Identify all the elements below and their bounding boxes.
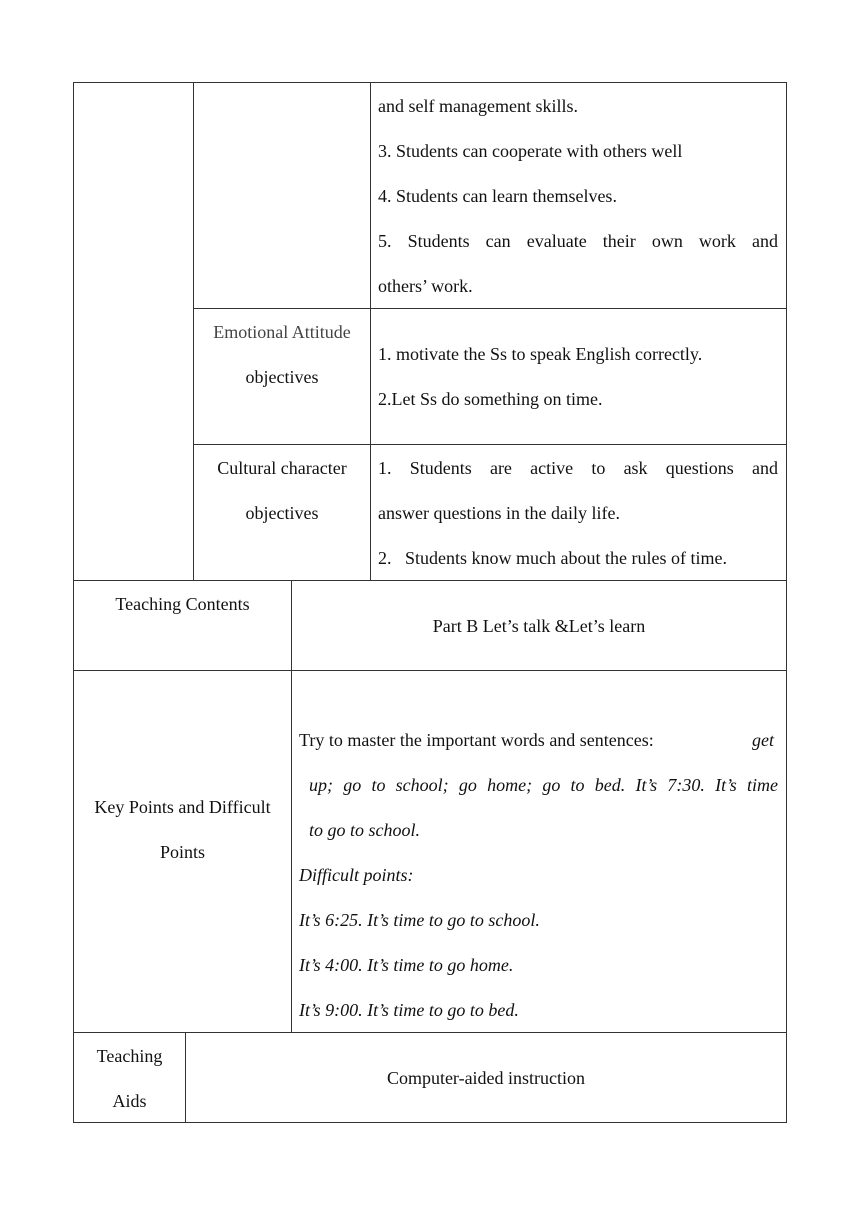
cultural-line-1: 1. Students are active to ask questions and [378, 458, 778, 478]
table-border-right [786, 82, 787, 1123]
teaching-contents-label: Teaching Contents [115, 594, 250, 614]
cultural-label-line1: Cultural character [217, 458, 347, 478]
key-points-label-line2: Points [159, 842, 206, 862]
key-points-intro-italic: get [752, 730, 774, 750]
teaching-aids-value: Computer-aided instruction [386, 1068, 586, 1088]
difficult-points-heading: Difficult points: [299, 865, 414, 885]
table-border-bottom [73, 1122, 787, 1123]
cultural-line-3: 2. Students know much about the rules of time. [378, 548, 727, 568]
table-rule-contents-col [291, 580, 292, 1032]
ability-line-2: 3. Students can cooperate with others well [378, 141, 683, 161]
ability-line-1: and self management skills. [378, 96, 578, 116]
table-border-top [73, 82, 787, 83]
table-rule-contents-bottom [73, 670, 787, 671]
teaching-contents-value: Part B Let’s talk &Let’s learn [432, 616, 646, 636]
difficult-point-2: It’s 4:00. It’s time to go home. [299, 955, 514, 975]
emotional-line-2: 2.Let Ss do something on time. [378, 389, 603, 409]
cultural-label-line2: objectives [245, 503, 319, 523]
ability-line-3: 4. Students can learn themselves. [378, 186, 617, 206]
table-rule-objectives-bottom [73, 580, 787, 581]
difficult-point-3: It’s 9:00. It’s time to go to bed. [299, 1000, 519, 1020]
key-points-intro: Try to master the important words and sentences: [299, 730, 654, 750]
emotional-line-1: 1. motivate the Ss to speak English correctly. [378, 344, 703, 364]
ability-line-4: 5. Students can evaluate their own work and [378, 231, 778, 251]
teaching-aids-label-line2: Aids [112, 1091, 147, 1111]
emotional-label-line1: Emotional Attitude [213, 322, 351, 342]
emotional-label-line2: objectives [245, 367, 319, 387]
key-points-label-line1: Key Points and Difficult [94, 797, 271, 817]
ability-line-5: others’ work. [378, 276, 473, 296]
teaching-aids-label-line1: Teaching [96, 1046, 163, 1066]
key-points-line-2: to go to school. [309, 820, 420, 840]
key-points-line-1: up; go to school; go home; go to bed. It’s 7:30. It’s time [309, 775, 778, 795]
cultural-line-2: answer questions in the daily life. [378, 503, 620, 523]
table-rule-col2 [370, 82, 371, 580]
table-rule-keypoints-bottom [73, 1032, 787, 1033]
table-rule-ability-bottom [193, 308, 787, 309]
table-rule-emotional-bottom [193, 444, 787, 445]
difficult-point-1: It’s 6:25. It’s time to go to school. [299, 910, 540, 930]
